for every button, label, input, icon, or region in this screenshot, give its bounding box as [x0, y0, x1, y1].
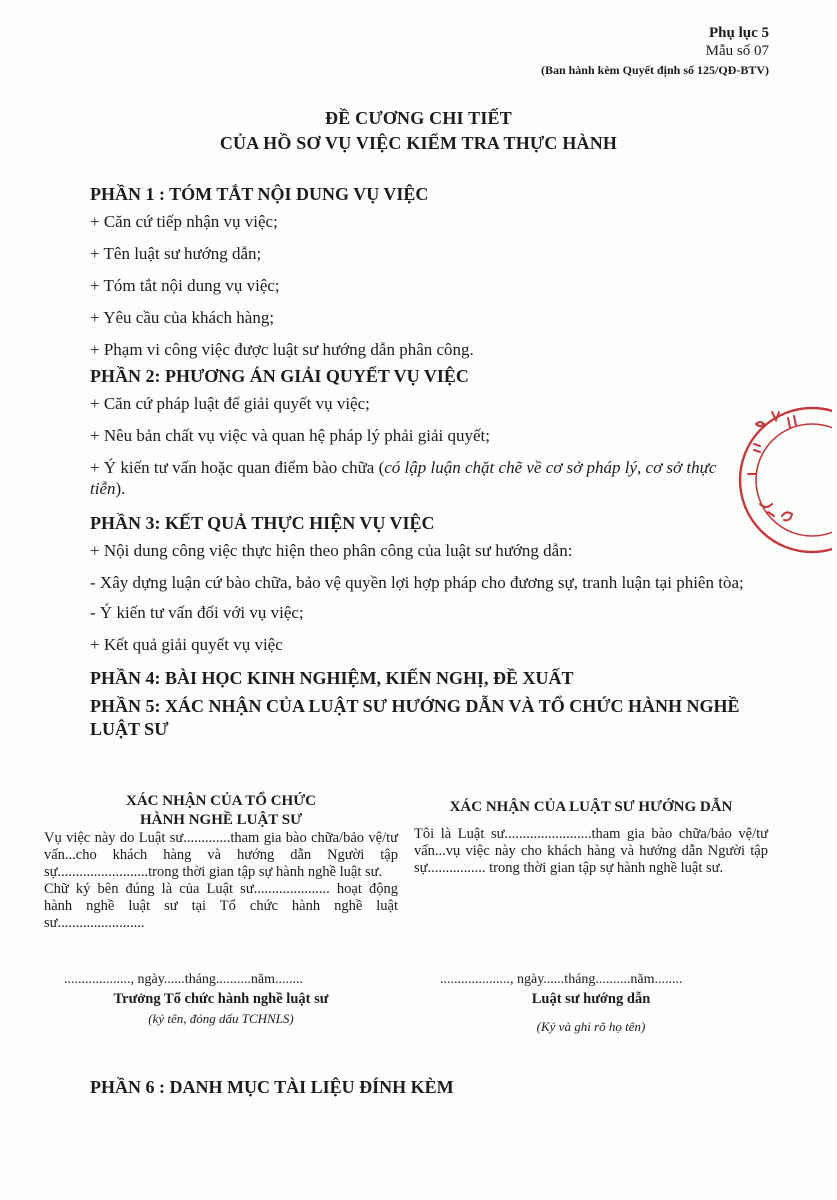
part1-item: + Tên luật sư hướng dẫn;: [90, 244, 262, 263]
part2-item-opinion: [90, 457, 740, 499]
document-title: [0, 106, 837, 156]
part1-item: + Tóm tắt nội dung vụ việc;: [90, 276, 280, 295]
part1-item: + Phạm vi công việc được luật sư hướng dẫn phân công.: [90, 340, 474, 359]
part3-item: + Kết quả giải quyết vụ việc: [90, 635, 283, 654]
lawyer-sign-note: (Ký và ghi rõ họ tên): [536, 1019, 646, 1034]
lawyer-date-line: ...................., ngày......tháng..........năm........: [440, 972, 683, 987]
opinion-italic: có lập luận chặt chẽ về cơ sở pháp lý, cơ sở thực tiễn: [90, 458, 717, 498]
lawyer-signer-title: Luật sư hướng dẫn: [531, 991, 651, 1007]
part1-heading: PHẦN 1 : TÓM TẮT NỘI DUNG VỤ VIỆC: [90, 184, 429, 204]
document-header: [541, 24, 769, 78]
title-line-1: ĐỀ CƯƠNG CHI TIẾT: [325, 108, 512, 128]
org-confirmation-title-1: XÁC NHẬN CỦA TỔ CHỨC: [125, 793, 316, 809]
part6-heading: PHẦN 6 : DANH MỤC TÀI LIỆU ĐÍNH KÈM: [90, 1077, 454, 1097]
part3-heading: PHẦN 3: KẾT QUẢ THỰC HIỆN VỤ VIỆC: [90, 513, 435, 533]
org-signer-title: Trưởng Tổ chức hành nghề luật sư: [113, 991, 329, 1007]
part1-item: + Căn cứ tiếp nhận vụ việc;: [90, 212, 278, 231]
org-confirmation: [44, 792, 398, 932]
part2-heading: PHẦN 2: PHƯƠNG ÁN GIẢI QUYẾT VỤ VIỆC: [90, 366, 469, 386]
document-body: [90, 182, 770, 746]
form-number: Mẫu số 07: [705, 43, 769, 59]
org-signature-text: Chữ ký bên đúng là của Luật sư..................... hoạt động hành nghề luật sư tại Tổ chức hành nghề luật sư........................: [44, 881, 398, 931]
lawyer-confirmation-title: XÁC NHẬN CỦA LUẬT SƯ HƯỚNG DẪN: [449, 799, 733, 815]
org-confirmation-text: Vụ việc này do Luật sư.............tham gia bào chữa/bảo vệ/tư vấn...cho khách hàng và hướng dẫn Người tập sự.........................trong thời gian tập sự hành nghề luật sư.: [44, 830, 398, 880]
part3-item: - Ý kiến tư vấn đối với vụ việc;: [90, 603, 304, 622]
part2-item: + Căn cứ pháp luật để giải quyết vụ việc;: [90, 394, 370, 413]
part3-item: + Nội dung công việc thực hiện theo phân công của luật sư hướng dẫn:: [90, 541, 573, 560]
org-date-line: ..................., ngày......tháng..........năm........: [64, 972, 304, 987]
lawyer-signature-block: [414, 989, 768, 1037]
lawyer-confirmation-text: Tôi là Luật sư........................tham gia bào chữa/bảo vệ/tư vấn...vụ việc này cho khách hàng và hướng dẫn Người tập sự................ trong thời gian tập sự hành nghề luật sư.: [414, 826, 768, 876]
org-confirmation-title-2: HÀNH NGHỀ LUẬT SƯ: [139, 812, 303, 828]
org-signature-block: [44, 989, 398, 1029]
org-sign-note: (ký tên, đóng dấu TCHNLS): [148, 1011, 294, 1026]
opinion-suffix: ).: [115, 479, 126, 498]
issued-by-note: (Ban hành kèm Quyết định số 125/QĐ-BTV): [540, 63, 769, 77]
part1-item: + Yêu cầu của khách hàng;: [90, 308, 275, 327]
part4-heading: PHẦN 4: BÀI HỌC KINH NGHIỆM, KIẾN NGHỊ, ĐỀ XUẤT: [90, 668, 574, 688]
part2-item: + Nêu bản chất vụ việc và quan hệ pháp lý phải giải quyết;: [90, 426, 490, 445]
lawyer-confirmation: [414, 798, 768, 877]
part3-item: - Xây dựng luận cứ bào chữa, bảo vệ quyền lợi hợp pháp cho đương sự, tranh luận tại phiên tòa;: [90, 573, 744, 592]
part5-heading: PHẦN 5: XÁC NHẬN CỦA LUẬT SƯ HƯỚNG DẪN VÀ TỔ CHỨC HÀNH NGHỀ LUẬT SƯ: [90, 696, 740, 739]
red-seal-stamp: [728, 404, 832, 564]
opinion-prefix: + Ý kiến tư vấn hoặc quan điểm bào chữa (: [90, 458, 385, 477]
title-line-2: CỦA HỒ SƠ VỤ VIỆC KIỂM TRA THỰC HÀNH: [219, 133, 618, 153]
appendix-label: Phụ lục 5: [708, 25, 769, 41]
